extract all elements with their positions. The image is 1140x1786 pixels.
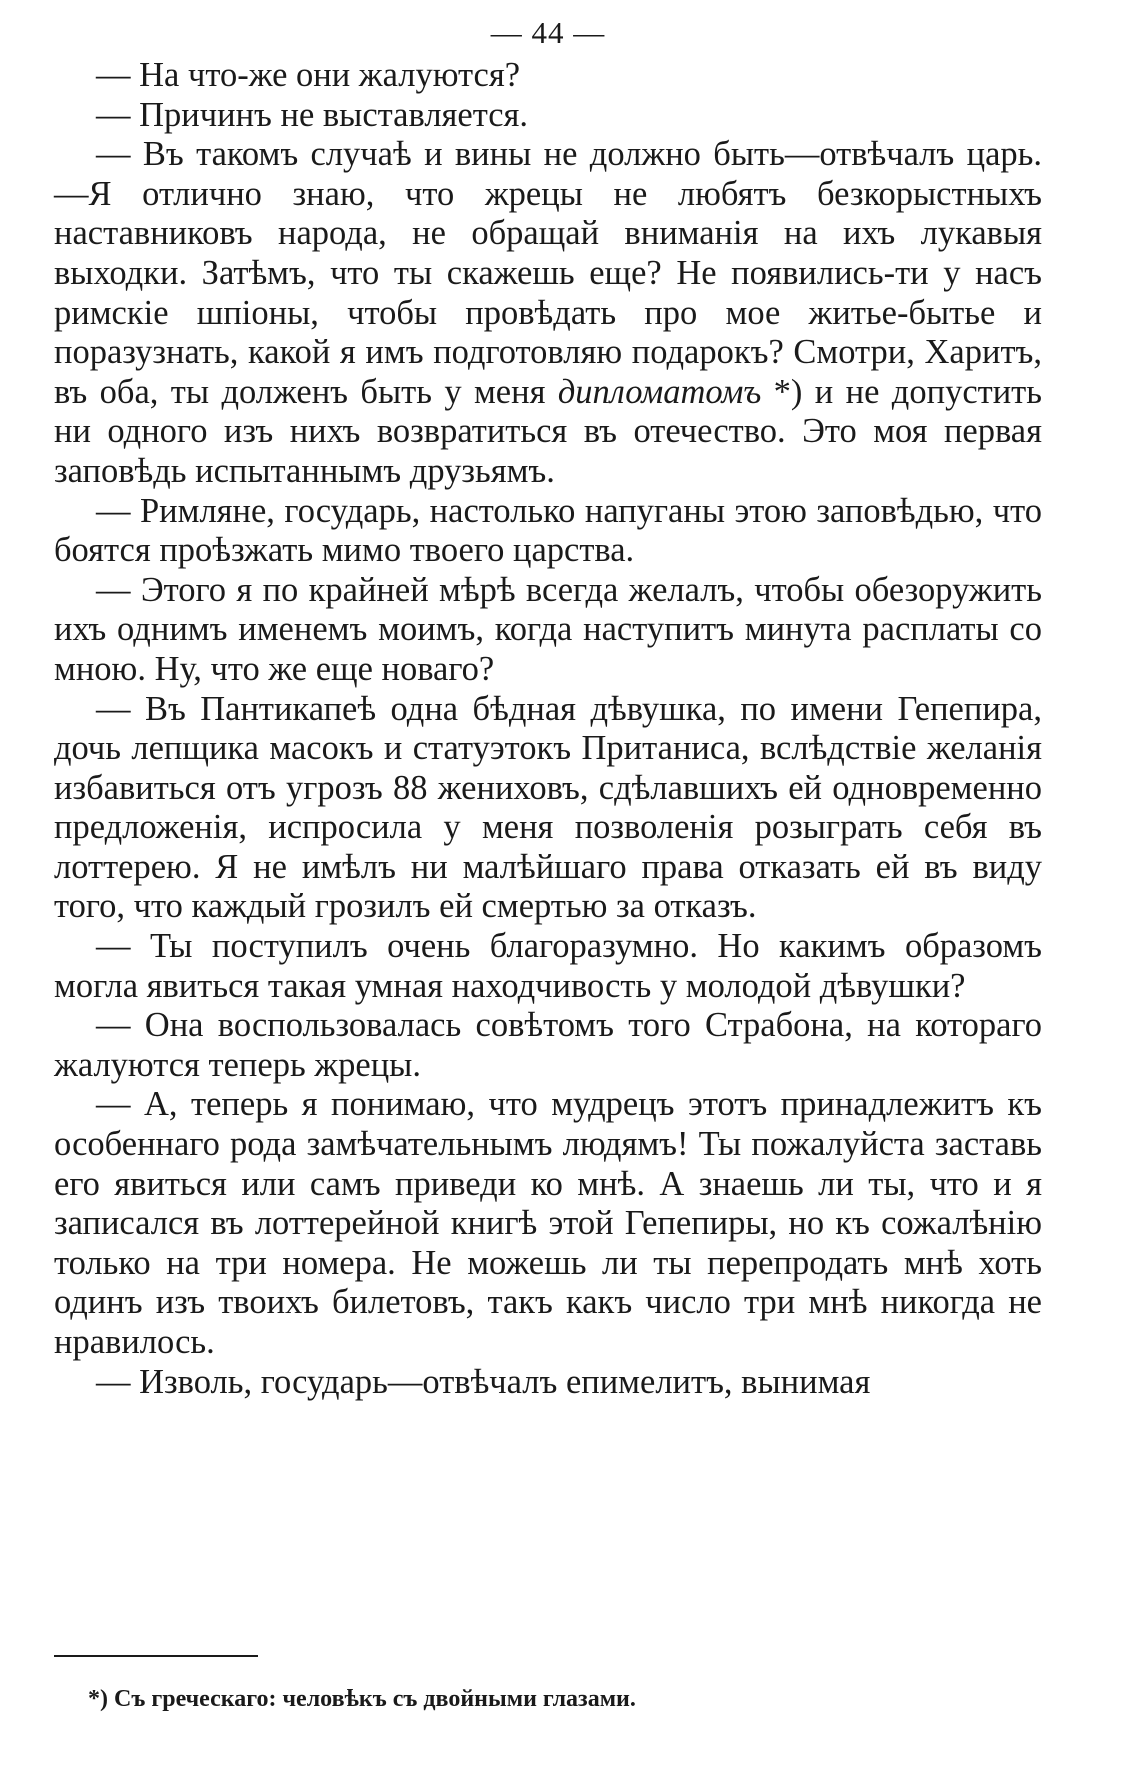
footnote-divider — [54, 1655, 258, 1657]
page-number: — 44 — — [490, 15, 606, 50]
paragraph-5: — Этого я по крайней мѣрѣ всегда желалъ, чтобы обезоружить ихъ однимъ именемъ моимъ, когда наступитъ минута расплаты со мною. Ну, что же еще новаго? — [54, 570, 1042, 688]
paragraph-3-text: — Въ такомъ случаѣ и вины не должно быть—отвѣчалъ царь.—Я отлично знаю, что жрецы не любятъ безкорыстныхъ наставниковъ народа, не обращай вниманія на ихъ лукавыя выходки. Затѣмъ, что ты скажешь еще? Не появились-ти у насъ римскіе шпіоны, чтобы провѣдать про мое житье-бытье и поразузнать, какой я имъ подготовляю подарокъ? Смотри, Харитъ, въ оба, ты долженъ быть у меня — [54, 135, 1042, 411]
paragraph-3 — [54, 135, 1042, 491]
body-text — [54, 56, 1042, 1402]
paragraph-7: — Ты поступилъ очень благоразумно. Но какимъ образомъ могла явиться такая умная находчивость у молодой дѣвушки? — [54, 927, 1042, 1005]
paragraph-8: — Она воспользовалась совѣтомъ того Страбона, на котораго жалуются теперь жрецы. — [54, 1006, 1042, 1084]
paragraph-9: — А, теперь я понимаю, что мудрецъ этотъ принадлежитъ къ особеннаго рода замѣчательнымъ людямъ! Ты пожалуйста заставь его явиться или самъ приведи ко мнѣ. А знаешь ли ты, что и я записался въ лоттерейной книгѣ этой Гепепиры, но къ сожалѣнію только на три номера. Не можешь ли ты перепродать мнѣ хоть одинъ изъ твоихъ билетовъ, такъ какъ число три мнѣ никогда не нравилось. — [54, 1085, 1042, 1361]
paragraph-6: — Въ Пантикапеѣ одна бѣдная дѣвушка, по имени Гепепира, дочь лепщика масокъ и статуэтокъ Пританиса, вслѣдствіе желанія избавиться отъ угрозъ 88 жениховъ, сдѣлавшихъ ей одновременно предложенія, испросила у меня позволенія розыграть себя въ лоттерею. Я не имѣлъ ни малѣйшаго права отказать ей въ виду того, что каждый грозилъ ей смертью за отказъ. — [54, 689, 1042, 926]
italic-term: дипломатомъ — [557, 372, 762, 411]
book-page — [54, 10, 1042, 1770]
paragraph-2: — Причинъ не выставляется. — [96, 95, 529, 134]
paragraph-1: — На что-же они жалуются? — [96, 56, 521, 94]
paragraph-4: — Римляне, государь, настолько напуганы этою заповѣдью, что боятся проѣзжать мимо твоего царства. — [54, 491, 1042, 570]
paragraph-10: — Изволь, государь—отвѣчалъ епимелитъ, вынимая — [96, 1362, 871, 1401]
paragraph-3-continued: *) и не допустить ни одного изъ нихъ возвратиться въ отечество. Это моя первая заповѣдь испытаннымъ друзьямъ. — [54, 372, 1042, 490]
footnote: *) Съ греческаго: человѣкъ съ двойными глазами. — [88, 1686, 636, 1712]
